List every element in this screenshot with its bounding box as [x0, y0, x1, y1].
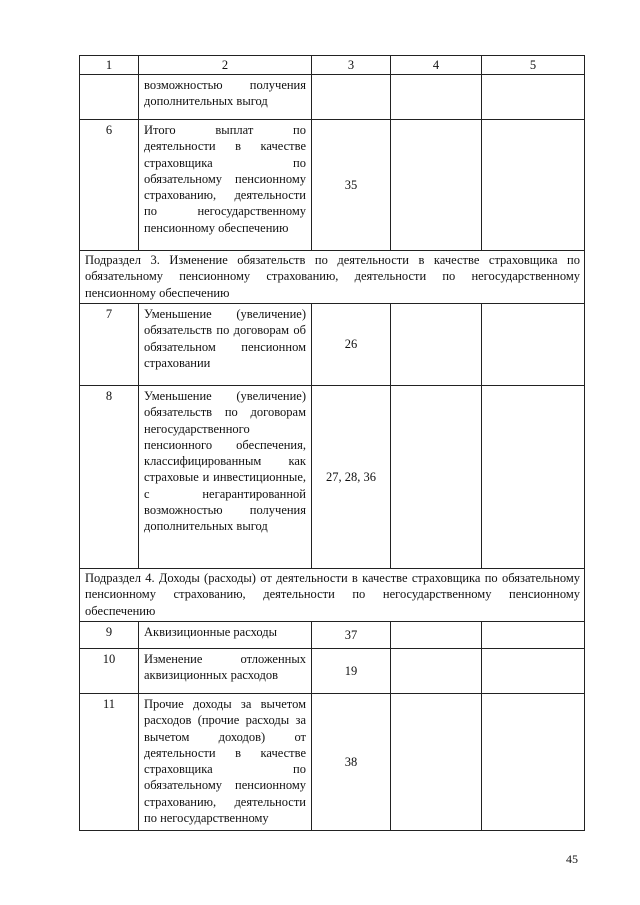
section-row — [80, 251, 585, 304]
row-number: 6 — [80, 120, 139, 251]
header-cell-5: 5 — [482, 56, 585, 75]
row-value-5 — [482, 649, 585, 694]
header-cell-1: 1 — [80, 56, 139, 75]
row-value-4 — [391, 386, 482, 569]
row-note-ref: 26 — [312, 304, 391, 386]
row-value-5 — [482, 75, 585, 120]
header-cell-4: 4 — [391, 56, 482, 75]
row-note-ref: 38 — [312, 694, 391, 831]
row-note-ref: 27, 28, 36 — [312, 386, 391, 569]
section-row — [80, 569, 585, 622]
row-description: Аквизиционные расходы — [139, 622, 312, 649]
table-row — [80, 649, 585, 694]
row-number: 8 — [80, 386, 139, 569]
report-table — [79, 55, 585, 831]
row-note-ref: 19 — [312, 649, 391, 694]
row-value-4 — [391, 694, 482, 831]
row-note-ref: 37 — [312, 622, 391, 649]
row-description: Прочие доходы за вычетом расходов (прочие расходы за вычетом доходов) от деятельности в качестве страховщика по обязательному пенсионному страхованию, деятельности по негосударственному — [139, 694, 312, 831]
row-description: Уменьшение (увеличение) обязательств по договорам негосударственного пенсионного обеспечения, классифицированным как страховые и инвестиционные, с негарантированной возможностью получения дополнительных выгод — [139, 386, 312, 569]
table-row — [80, 622, 585, 649]
row-value-5 — [482, 120, 585, 251]
row-description: Итого выплат по деятельности в качестве страховщика по обязательному пенсионному страхованию, деятельности по негосударственному пенсионному обеспечению — [139, 120, 312, 251]
row-value-5 — [482, 304, 585, 386]
row-number: 9 — [80, 622, 139, 649]
table-row — [80, 304, 585, 386]
row-number: 7 — [80, 304, 139, 386]
row-number: 10 — [80, 649, 139, 694]
row-value-4 — [391, 75, 482, 120]
table-row — [80, 120, 585, 251]
table-row — [80, 386, 585, 569]
row-note-ref: 35 — [312, 120, 391, 251]
row-value-4 — [391, 649, 482, 694]
table-row — [80, 694, 585, 831]
table-row — [80, 75, 585, 120]
row-value-4 — [391, 304, 482, 386]
row-description: Изменение отложенных аквизиционных расходов — [139, 649, 312, 694]
header-cell-3: 3 — [312, 56, 391, 75]
section-heading: Подраздел 4. Доходы (расходы) от деятельности в качестве страховщика по обязательному пенсионному страхованию, деятельности по негосударственному пенсионному обеспечению — [80, 569, 585, 622]
header-cell-2: 2 — [139, 56, 312, 75]
row-value-5 — [482, 386, 585, 569]
row-number: 11 — [80, 694, 139, 831]
row-description: Уменьшение (увеличение) обязательств по договорам об обязательном пенсионном страховании — [139, 304, 312, 386]
row-value-5 — [482, 622, 585, 649]
page-number: 45 — [566, 852, 578, 866]
header-row — [80, 56, 585, 75]
row-number — [80, 75, 139, 120]
row-value-4 — [391, 120, 482, 251]
row-note-ref — [312, 75, 391, 120]
row-value-5 — [482, 694, 585, 831]
row-description: возможностью получения дополнительных выгод — [139, 75, 312, 120]
section-heading: Подраздел 3. Изменение обязательств по деятельности в качестве страховщика по обязательному пенсионному страхованию, деятельности по негосударственному пенсионному обеспечению — [80, 251, 585, 304]
row-value-4 — [391, 622, 482, 649]
